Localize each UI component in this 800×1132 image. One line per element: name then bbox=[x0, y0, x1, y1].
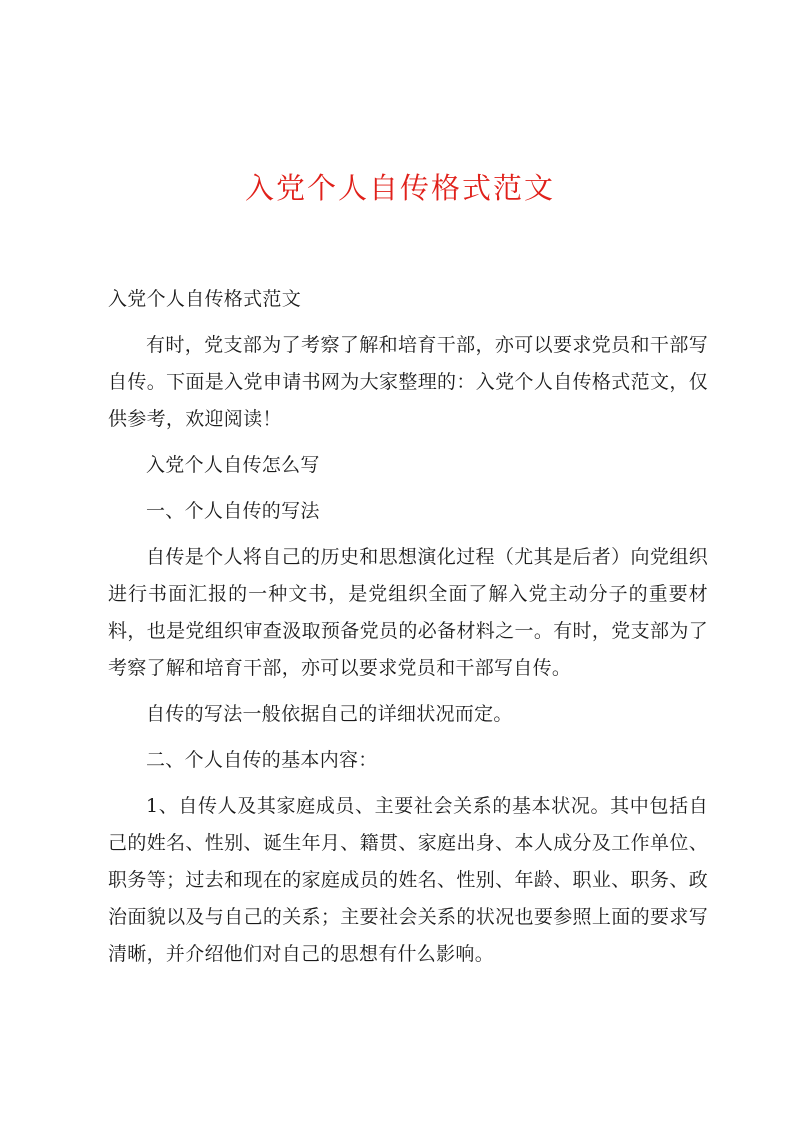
section-heading-1: 一、个人自传的写法 bbox=[146, 500, 320, 522]
paragraph-subheading: 入党个人自传怎么写 bbox=[146, 454, 320, 476]
paragraph-intro: 有时，党支部为了考察了解和培育干部，亦可以要求党员和干部写自传。下面是入党申请书网为大家整理的：入党个人自传格式范文，仅供参考，欢迎阅读！ bbox=[108, 334, 708, 430]
document-title: 入党个人自传格式范文 bbox=[244, 171, 555, 205]
paragraph-heading: 入党个人自传格式范文 bbox=[108, 288, 302, 310]
document-body bbox=[108, 281, 708, 973]
section-heading-2: 二、个人自传的基本内容： bbox=[146, 749, 378, 771]
paragraph-item-1: 1、自传人及其家庭成员、主要社会关系的基本状况。其中包括自己的姓名、性别、诞生年月、籍贯、家庭出身、本人成分及工作单位、职务等；过去和现在的家庭成员的姓名、性别、年龄、职业、职务、政治面貌以及与自己的关系；主要社会关系的状况也要参照上面的要求写清晰，并介绍他们对自己的思想有什么影响。 bbox=[108, 795, 708, 965]
paragraph-definition: 自传是个人将自己的历史和思想演化过程（尤其是后者）向党组织进行书面汇报的一种文书，是党组织全面了解入党主动分子的重要材料，也是党组织审查汲取预备党员的必备材料之一。有时，党支部为了考察了解和培育干部，亦可以要求党员和干部写自传。 bbox=[108, 546, 708, 679]
paragraph-method: 自传的写法一般依据自己的详细状况而定。 bbox=[146, 703, 513, 725]
